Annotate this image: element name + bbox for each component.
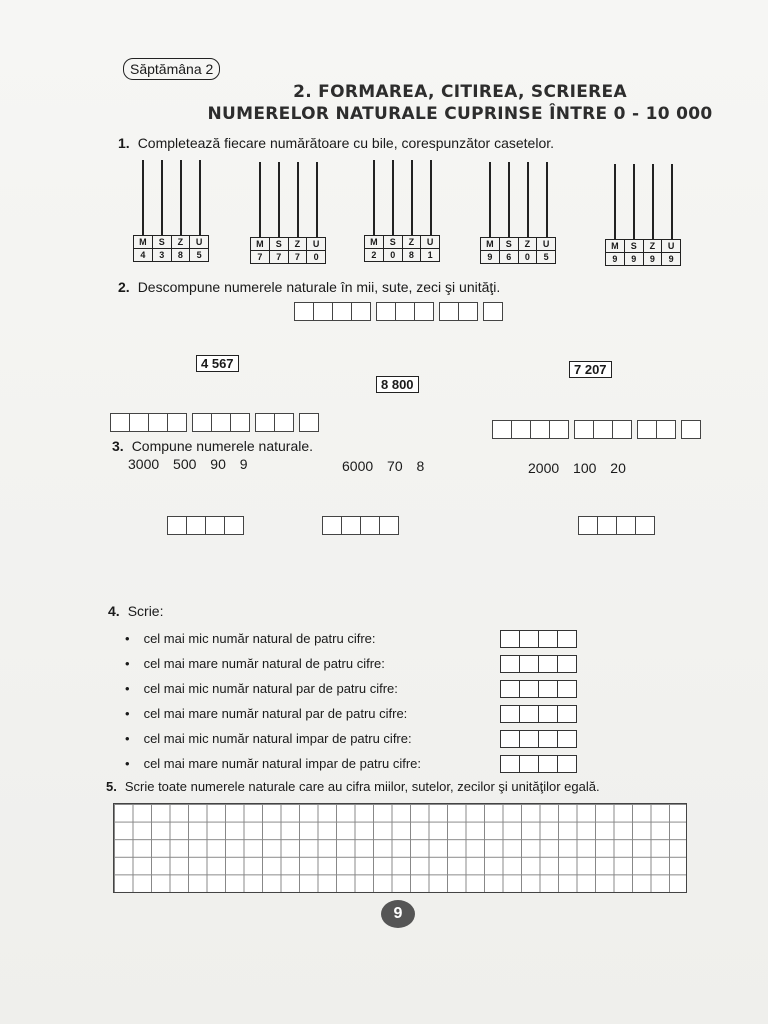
abacus-rod: [392, 160, 394, 235]
answer-cell[interactable]: [205, 516, 225, 535]
abacus-rod: [633, 164, 635, 239]
decompose-boxes-3: [492, 420, 700, 439]
answer-cell[interactable]: [578, 516, 598, 535]
place-value-table: [605, 239, 681, 266]
digit-cell: 5: [537, 251, 556, 264]
answer-cell[interactable]: [148, 413, 168, 432]
abacus-rods: [605, 164, 681, 239]
abacus-rod: [489, 162, 491, 237]
camel-answer-boxes: [167, 516, 243, 535]
answer-cell[interactable]: [519, 655, 539, 673]
answer-cell[interactable]: [557, 680, 577, 698]
answer-cell[interactable]: [530, 420, 550, 439]
answer-boxes: [500, 630, 576, 648]
place-label: U: [662, 240, 681, 253]
place-label: M: [481, 238, 500, 251]
digit-cell: 9: [606, 253, 625, 266]
answer-cell[interactable]: [538, 630, 558, 648]
answer-cell[interactable]: [483, 302, 503, 321]
exercise-4: [108, 603, 163, 619]
exercise-instruction: Descompune numerele naturale în mii, sute, zeci şi unităţi.: [137, 279, 501, 295]
answer-cell[interactable]: [332, 302, 352, 321]
answer-cell[interactable]: [519, 705, 539, 723]
answer-cell[interactable]: [538, 705, 558, 723]
place-label: M: [365, 236, 384, 249]
answer-cell[interactable]: [167, 413, 187, 432]
abacus-rod: [373, 160, 375, 235]
exercise-instruction: Scrie toate numerele naturale care au cifra miilor, sutelor, zecilor şi unităţilor egală.: [124, 779, 600, 794]
abacus-rod: [614, 164, 616, 239]
bird-number-1: 4 567: [196, 355, 239, 372]
list-item: [125, 756, 421, 771]
list-item-text: cel mai mic număr natural de patru cifre:: [143, 631, 376, 646]
abacus-rod: [546, 162, 548, 237]
page-number: 9: [381, 900, 415, 928]
answer-boxes: [500, 755, 576, 773]
list-item: [125, 681, 398, 696]
answer-cell[interactable]: [211, 413, 231, 432]
exercise-3: [112, 438, 313, 454]
digit-cell: 1: [421, 249, 440, 262]
answer-cell[interactable]: [186, 516, 206, 535]
place-label: S: [152, 236, 171, 249]
answer-cell[interactable]: [322, 516, 342, 535]
place-value-table: [480, 237, 556, 264]
exercise-number: 4.: [108, 603, 120, 619]
place-value-table: [364, 235, 440, 262]
exercise-number: 3.: [112, 438, 124, 454]
answer-cell[interactable]: [616, 516, 636, 535]
answer-boxes: [500, 655, 576, 673]
place-label: U: [190, 236, 209, 249]
abacus-rods: [480, 162, 556, 237]
answer-cell[interactable]: [313, 302, 333, 321]
bullet-icon: •: [125, 731, 130, 746]
place-label: U: [537, 238, 556, 251]
abacus-rod: [199, 160, 201, 235]
answer-cell[interactable]: [129, 413, 149, 432]
answer-cell[interactable]: [593, 420, 613, 439]
bullet-icon: •: [125, 706, 130, 721]
answer-cell[interactable]: [538, 755, 558, 773]
answer-cell[interactable]: [224, 516, 244, 535]
abacus-rod: [430, 160, 432, 235]
answer-cell[interactable]: [500, 655, 520, 673]
abacus-rods: [250, 162, 326, 237]
answer-cell[interactable]: [519, 755, 539, 773]
place-label: Z: [402, 236, 421, 249]
digit-cell: 0: [307, 251, 326, 264]
answer-cell[interactable]: [557, 655, 577, 673]
answer-cell[interactable]: [492, 420, 512, 439]
bird-number-2: 8 800: [376, 376, 419, 393]
abacus-rod: [180, 160, 182, 235]
bullet-icon: •: [125, 656, 130, 671]
answer-boxes: [500, 680, 576, 698]
answer-cell[interactable]: [557, 630, 577, 648]
bullet-icon: •: [125, 681, 130, 696]
place-label: U: [307, 238, 326, 251]
abacus-1[interactable]: [133, 160, 209, 262]
exercise-number: 5.: [106, 779, 117, 794]
answer-cell[interactable]: [192, 413, 212, 432]
answer-cell[interactable]: [458, 302, 478, 321]
place-value-table: [133, 235, 209, 262]
list-item: [125, 631, 376, 646]
place-label: M: [251, 238, 270, 251]
digit-cell: 5: [190, 249, 209, 262]
answer-cell[interactable]: [395, 302, 415, 321]
week-label: Săptămâna 2: [123, 58, 220, 80]
digit-cell: 0: [518, 251, 537, 264]
answer-cell[interactable]: [360, 516, 380, 535]
answer-cell[interactable]: [656, 420, 676, 439]
bird-number-3: 7 207: [569, 361, 612, 378]
answer-cell[interactable]: [230, 413, 250, 432]
abacus-3[interactable]: [364, 160, 440, 262]
answer-cell[interactable]: [376, 302, 396, 321]
abacus-rod: [161, 160, 163, 235]
place-label: U: [421, 236, 440, 249]
abacus-5[interactable]: [605, 164, 681, 266]
answer-cell[interactable]: [167, 516, 187, 535]
answer-cell[interactable]: [500, 680, 520, 698]
place-label: Z: [171, 236, 190, 249]
abacus-rod: [411, 160, 413, 235]
abacus-rod: [316, 162, 318, 237]
abacus-4[interactable]: [480, 162, 556, 264]
digit-cell: 7: [269, 251, 288, 264]
list-item: [125, 731, 412, 746]
answer-cell[interactable]: [500, 755, 520, 773]
exercise-instruction: Completează fiecare numărătoare cu bile, corespunzător casetelor.: [137, 135, 555, 151]
answer-cell[interactable]: [597, 516, 617, 535]
answer-cell[interactable]: [299, 413, 319, 432]
answer-cell[interactable]: [538, 730, 558, 748]
lesson-title-line2: NUMERELOR NATURALE CUPRINSE ÎNTRE 0 - 10 000: [207, 104, 713, 124]
answer-cell[interactable]: [538, 655, 558, 673]
list-item-text: cel mai mic număr natural impar de patru cifre:: [143, 731, 412, 746]
answer-cell[interactable]: [635, 516, 655, 535]
abacus-rods: [133, 160, 209, 235]
digit-cell: 7: [251, 251, 270, 264]
digit-cell: 3: [152, 249, 171, 262]
answer-cell[interactable]: [557, 730, 577, 748]
answer-cell[interactable]: [681, 420, 701, 439]
digit-cell: 9: [643, 253, 662, 266]
answer-cell[interactable]: [538, 680, 558, 698]
list-item: [125, 706, 407, 721]
answer-cell[interactable]: [255, 413, 275, 432]
camel-addends: 3000 500 90 9: [128, 456, 248, 472]
list-item-text: cel mai mare număr natural par de patru cifre:: [143, 706, 408, 721]
place-label: S: [624, 240, 643, 253]
list-item-text: cel mai mare număr natural de patru cifre:: [143, 656, 385, 671]
answer-cell[interactable]: [557, 755, 577, 773]
place-label: S: [269, 238, 288, 251]
digit-cell: 2: [365, 249, 384, 262]
exercise-5: [106, 779, 600, 794]
answer-cell[interactable]: [379, 516, 399, 535]
bullet-icon: •: [125, 756, 130, 771]
digit-cell: 7: [288, 251, 307, 264]
answer-cell[interactable]: [500, 730, 520, 748]
digit-cell: 4: [134, 249, 153, 262]
answer-cell[interactable]: [511, 420, 531, 439]
abacus-rod: [527, 162, 529, 237]
place-label: M: [606, 240, 625, 253]
answer-cell[interactable]: [519, 680, 539, 698]
exercise-2: [118, 279, 500, 295]
decompose-boxes-2: [294, 302, 502, 321]
answer-cell[interactable]: [274, 413, 294, 432]
answer-cell[interactable]: [549, 420, 569, 439]
place-label: S: [499, 238, 518, 251]
abacus-2[interactable]: [250, 162, 326, 264]
abacus-rod: [278, 162, 280, 237]
answer-cell[interactable]: [351, 302, 371, 321]
answer-cell[interactable]: [557, 705, 577, 723]
digit-cell: 9: [624, 253, 643, 266]
answer-cell[interactable]: [110, 413, 130, 432]
place-label: S: [383, 236, 402, 249]
answer-grid[interactable]: [113, 803, 687, 893]
digit-cell: 8: [171, 249, 190, 262]
place-label: Z: [518, 238, 537, 251]
bullet-icon: •: [125, 631, 130, 646]
abacus-rod: [652, 164, 654, 239]
answer-cell[interactable]: [574, 420, 594, 439]
abacus-rod: [671, 164, 673, 239]
digit-cell: 0: [383, 249, 402, 262]
answer-cell[interactable]: [519, 730, 539, 748]
list-item-text: cel mai mare număr natural impar de patru cifre:: [143, 756, 422, 771]
digit-cell: 9: [662, 253, 681, 266]
digit-cell: 9: [481, 251, 500, 264]
exercise-number: 1.: [118, 135, 130, 151]
exercise-number: 2.: [118, 279, 130, 295]
list-item: [125, 656, 385, 671]
answer-boxes: [500, 730, 576, 748]
answer-cell[interactable]: [439, 302, 459, 321]
rhino-addends: 2000 100 20: [528, 460, 626, 476]
hippo-addends: 6000 70 8: [342, 458, 425, 474]
digit-cell: 8: [402, 249, 421, 262]
lesson-title-line1: 2. FORMAREA, CITIREA, SCRIEREA: [293, 82, 627, 102]
list-item-text: cel mai mic număr natural par de patru cifre:: [143, 681, 398, 696]
answer-cell[interactable]: [294, 302, 314, 321]
answer-cell[interactable]: [341, 516, 361, 535]
rhino-answer-boxes: [578, 516, 654, 535]
answer-boxes: [500, 705, 576, 723]
place-label: Z: [288, 238, 307, 251]
exercise-instruction: Compune numerele naturale.: [131, 438, 314, 454]
abacus-rod: [297, 162, 299, 237]
abacus-rod: [508, 162, 510, 237]
answer-cell[interactable]: [637, 420, 657, 439]
abacus-rod: [142, 160, 144, 235]
answer-cell[interactable]: [414, 302, 434, 321]
answer-cell[interactable]: [612, 420, 632, 439]
answer-cell[interactable]: [519, 630, 539, 648]
place-label: Z: [643, 240, 662, 253]
abacus-rod: [259, 162, 261, 237]
decompose-boxes-1: [110, 413, 318, 432]
place-label: M: [134, 236, 153, 249]
exercise-instruction: Scrie:: [127, 603, 164, 619]
digit-cell: 6: [499, 251, 518, 264]
place-value-table: [250, 237, 326, 264]
abacus-rods: [364, 160, 440, 235]
answer-cell[interactable]: [500, 705, 520, 723]
hippo-answer-boxes: [322, 516, 398, 535]
answer-cell[interactable]: [500, 630, 520, 648]
exercise-1: [118, 135, 554, 151]
